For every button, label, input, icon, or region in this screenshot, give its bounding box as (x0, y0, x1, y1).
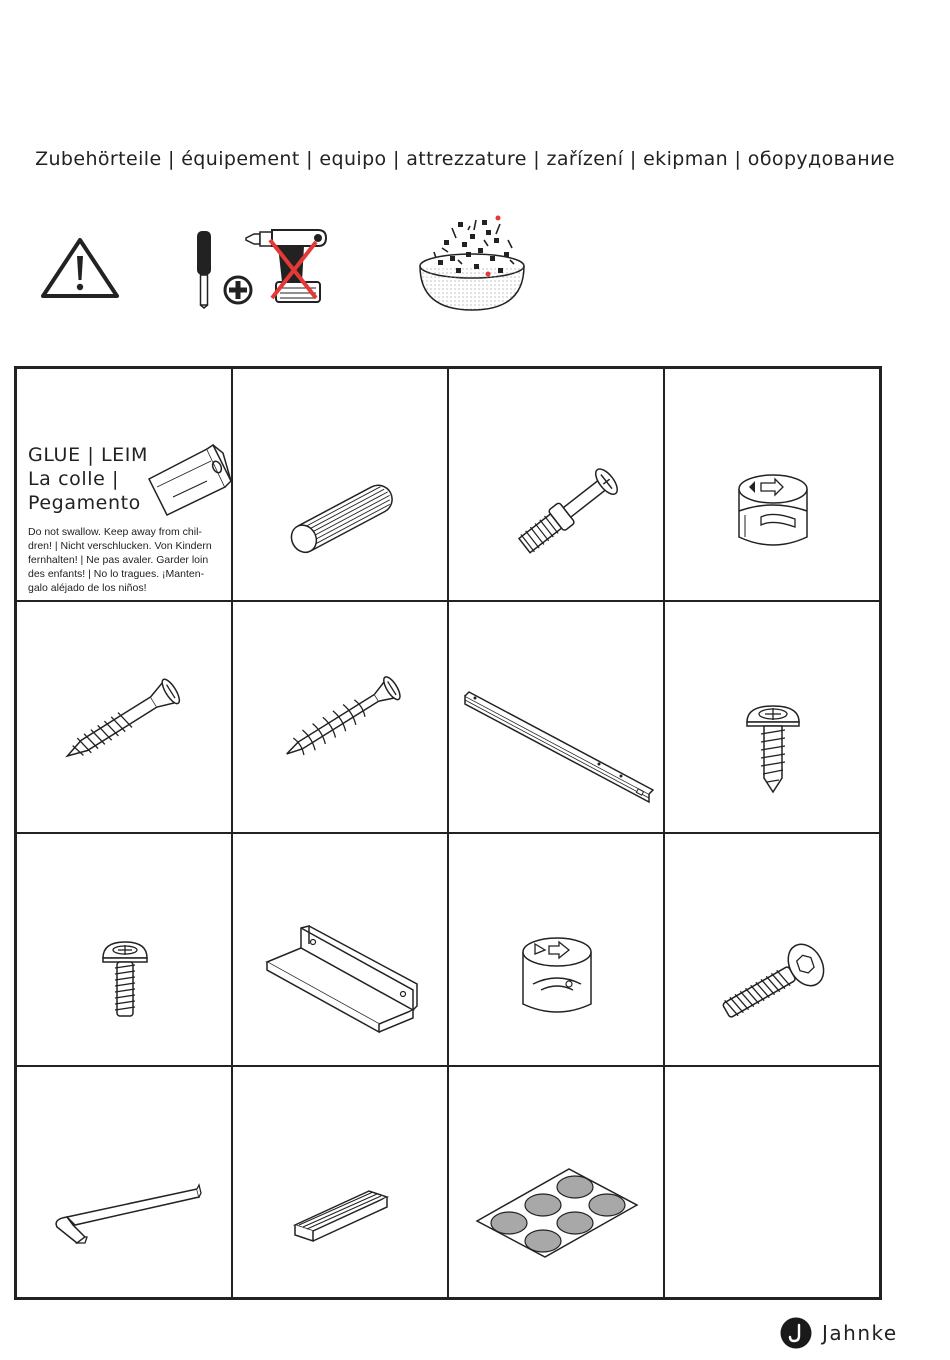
part-cell (16, 601, 232, 834)
brand-logo (780, 1316, 898, 1350)
part-cell (232, 368, 448, 601)
glue-title-line: Pegamento (28, 492, 141, 514)
plastic-plug-icon (233, 1067, 448, 1299)
brand-name: Jahnke (822, 1321, 898, 1345)
glue-warning-line: galo aléjado de los niños! (28, 582, 147, 594)
page-title: Zubehörteile | équipement | equipo | attrezzature | zařízení | ekipman | оборудование (35, 148, 895, 170)
metal-rail-icon (449, 602, 664, 834)
part-cell (448, 833, 664, 1066)
machine-screw-icon (17, 834, 232, 1066)
metal-bracket-icon (233, 834, 448, 1066)
glue-title-line: La colle | (28, 468, 120, 490)
brand-logo-mark (780, 1317, 812, 1349)
part-cell (664, 601, 880, 834)
no-power-drill-icon (242, 226, 332, 310)
empty-cell (664, 1066, 880, 1299)
wooden-dowel-icon (233, 369, 448, 601)
part-cell (16, 1066, 232, 1299)
warning-icon (40, 236, 120, 300)
allen-key-icon (17, 1067, 232, 1299)
part-cell (664, 368, 880, 601)
coarse-screw-icon (233, 602, 448, 834)
glue-warning-line: des enfants! | No lo tragues. ¡Manten- (28, 568, 205, 580)
felt-pads-icon (449, 1067, 664, 1299)
pan-head-screw-icon (665, 602, 880, 834)
glue-cell (16, 368, 232, 601)
parts-grid (14, 366, 882, 1300)
part-cell (16, 833, 232, 1066)
part-cell (448, 1066, 664, 1299)
glue-warning-line: fernhalten! | Ne pas avaler. Garder loin (28, 554, 209, 566)
part-cell (448, 368, 664, 601)
wood-screw-icon (17, 602, 232, 834)
glue-warning (28, 525, 232, 595)
part-cell (232, 1066, 448, 1299)
part-cell (664, 833, 880, 1066)
glue-warning-line: Do not swallow. Keep away from chil- (28, 526, 202, 538)
hex-bolt-icon (665, 834, 880, 1066)
cam-lock-icon (665, 369, 880, 601)
part-cell (232, 833, 448, 1066)
part-cell (232, 601, 448, 834)
cam-bolt-icon (449, 369, 664, 601)
part-cell (448, 601, 664, 834)
glue-title-line: GLUE | LEIM (28, 444, 148, 466)
parts-bowl-icon (414, 212, 530, 312)
cam-lock-large-icon (449, 834, 664, 1066)
glue-warning-line: dren! | Nicht verschlucken. Von Kindern (28, 540, 212, 552)
